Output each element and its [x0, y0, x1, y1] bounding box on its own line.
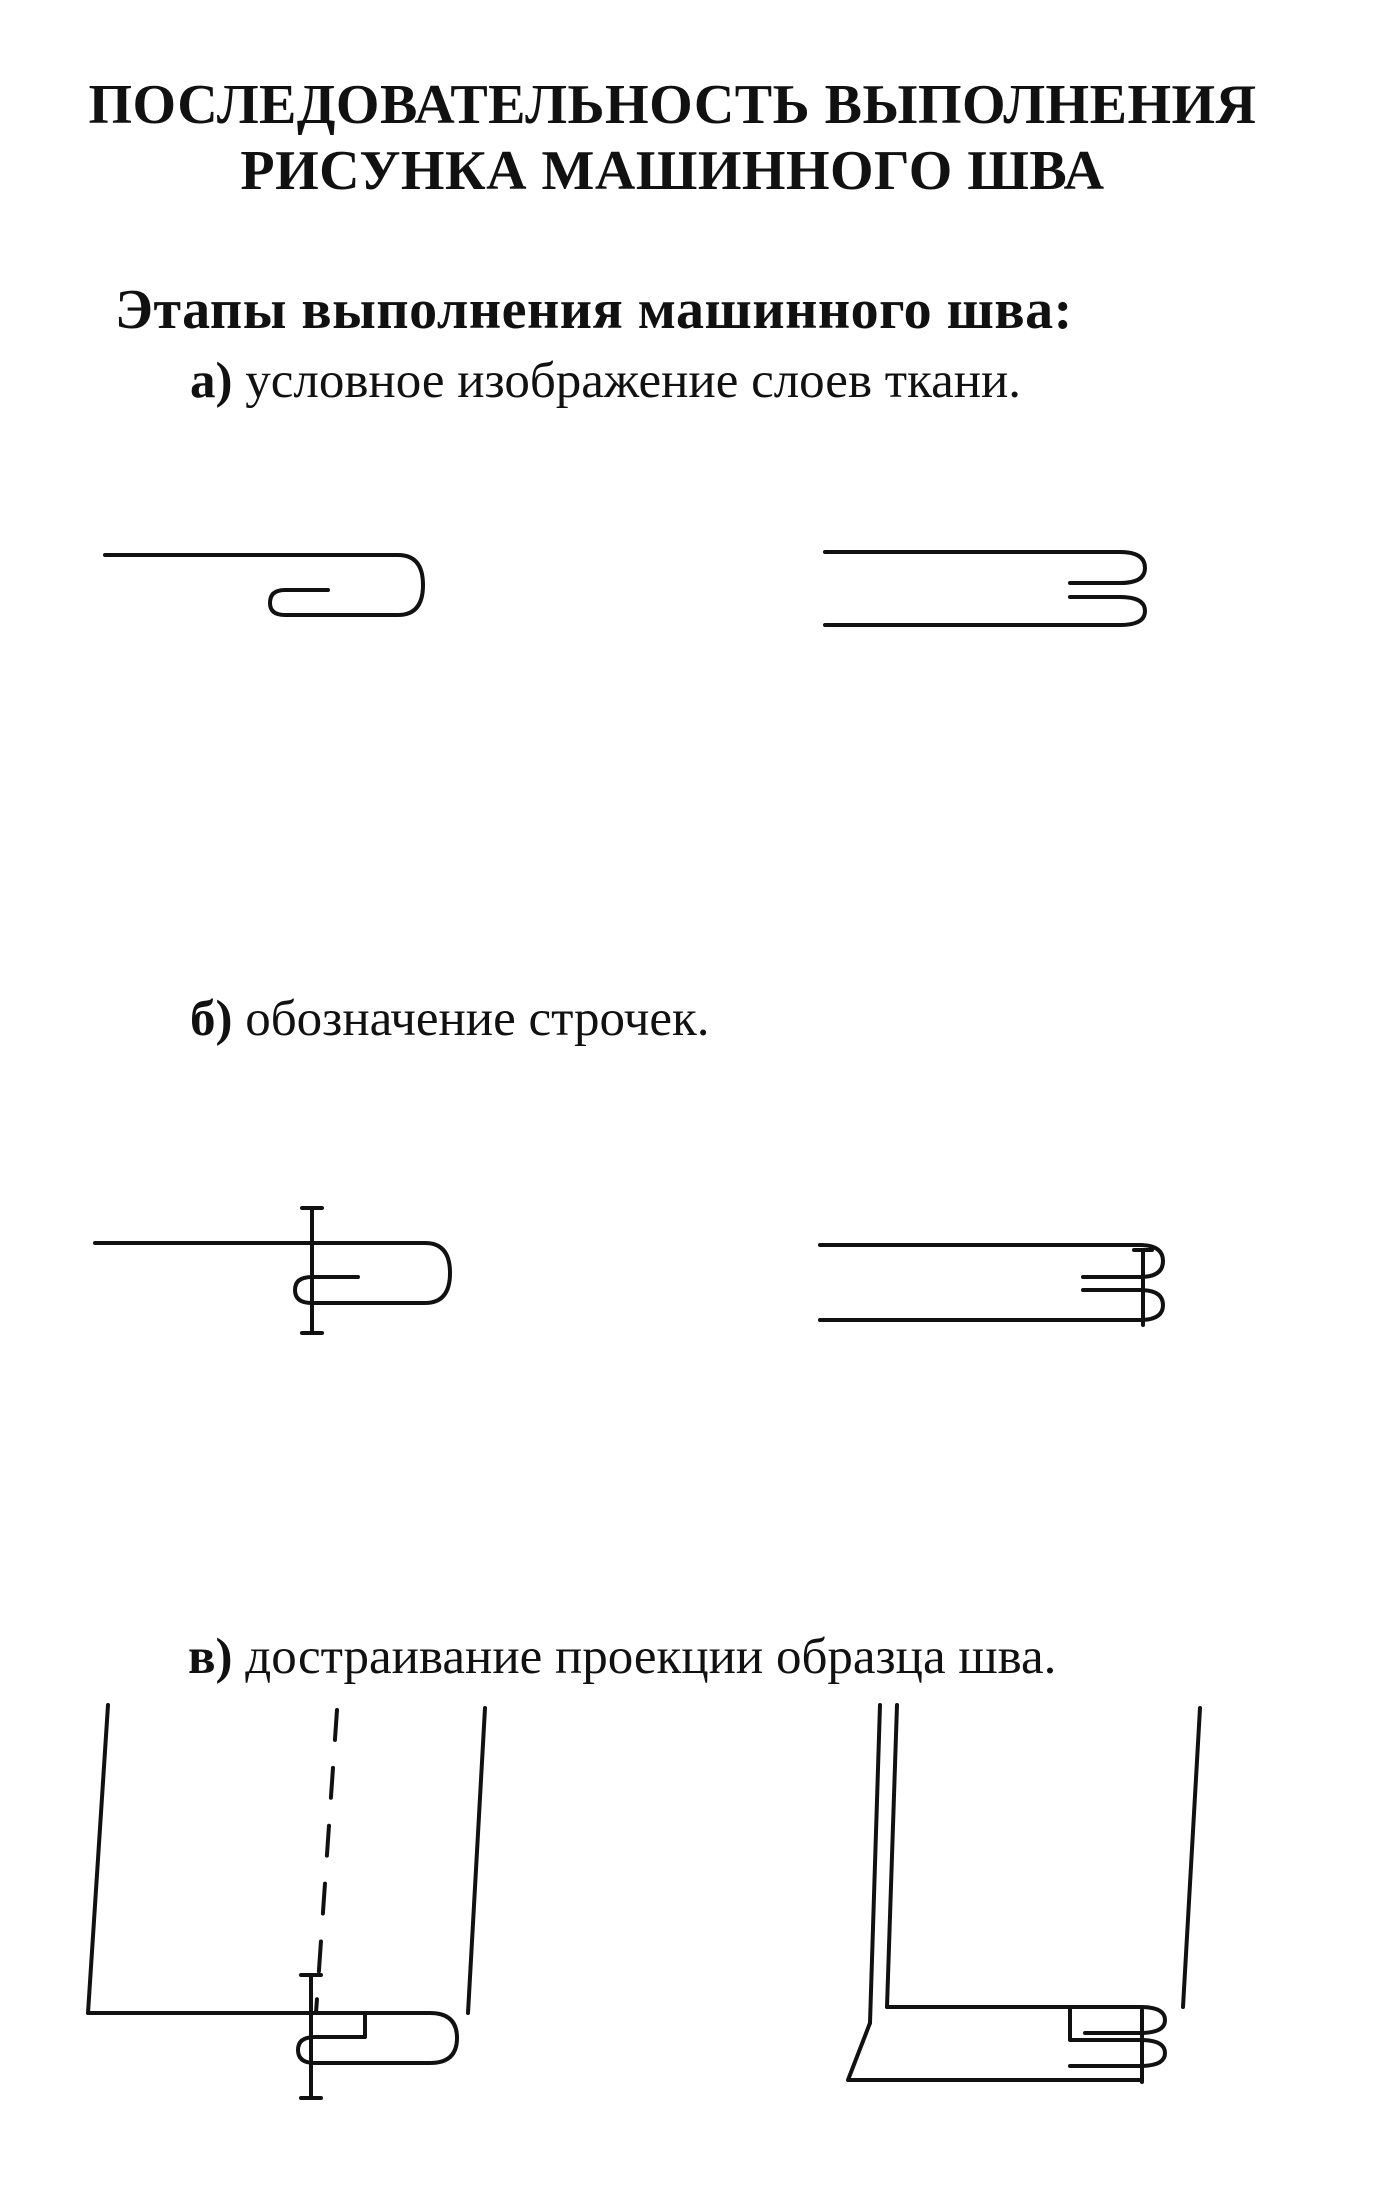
title-line-1: ПОСЛЕДОВАТЕЛЬНОСТЬ ВЫПОЛНЕНИЯ — [88, 74, 1257, 136]
stage-b-seam-left — [95, 1208, 450, 1333]
stage-a-seam-right — [825, 552, 1145, 625]
stage-c-letter: в) — [188, 1629, 233, 1685]
stage-a-text: условное изображение слоев ткани. — [245, 353, 1022, 409]
title-line-2: РИСУНКА МАШИННОГО ШВА — [240, 140, 1105, 202]
stage-a-letter: а) — [190, 353, 233, 409]
stage-c-text: достраивание проекции образца шва. — [245, 1629, 1057, 1685]
stage-b-seam-right — [820, 1245, 1163, 1325]
stage-b-text: обозначение строчек. — [245, 991, 710, 1047]
stage-c-projection-right — [848, 1705, 1200, 2082]
stage-c-projection-left — [88, 1705, 485, 2098]
stage-a-seam-left — [105, 555, 423, 615]
stage-b-letter: б) — [190, 991, 233, 1047]
subtitle: Этапы выполнения машинного шва: — [115, 279, 1073, 341]
